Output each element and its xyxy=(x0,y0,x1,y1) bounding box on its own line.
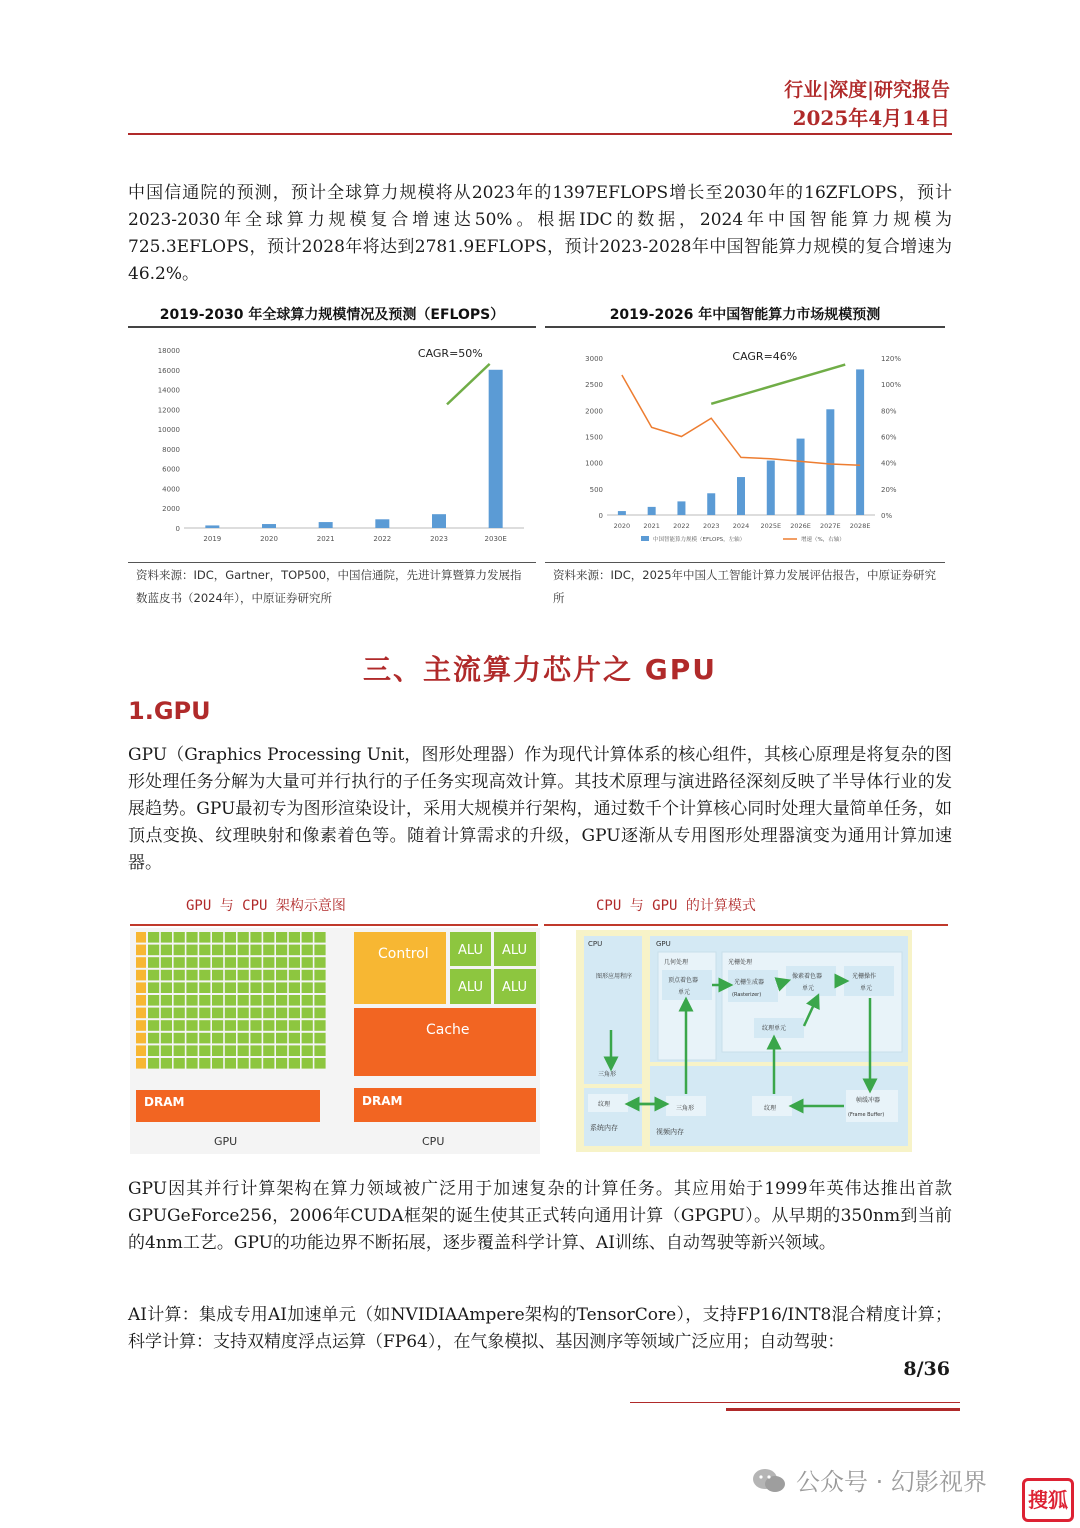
gpu-alu-cell xyxy=(148,945,159,956)
gpu-alu-cell xyxy=(186,932,197,943)
cpu-gpu-compute-mode-diagram xyxy=(576,930,912,1152)
gpu-alu-cell xyxy=(161,945,172,956)
gpu-alu-cell xyxy=(225,1045,236,1056)
gpu-alu-cell xyxy=(276,982,287,993)
gpu-alu-cell xyxy=(199,957,210,968)
bar xyxy=(648,507,656,515)
gpu-alu-cell xyxy=(186,945,197,956)
gpu-alu-cell xyxy=(212,970,223,981)
gpu-alu-cell xyxy=(212,982,223,993)
gpu-alu-cell xyxy=(250,982,261,993)
gpu-alu-cell xyxy=(161,1033,172,1044)
gpu-alu-cell xyxy=(161,932,172,943)
gpu-alu-cell xyxy=(263,995,274,1006)
gpu-control-cell xyxy=(136,932,146,943)
gpu-alu-cell xyxy=(212,932,223,943)
gpu-alu-cell xyxy=(186,957,197,968)
legend-bar-label: 中国智能算力规模（EFLOPS，左轴） xyxy=(653,537,746,543)
y-tick-label: 3000 xyxy=(585,355,603,363)
gpu-alu-cell xyxy=(289,1045,300,1056)
gpu-alu-cell xyxy=(302,982,313,993)
y-tick-label: 16000 xyxy=(157,366,180,375)
gpu-alu-cell xyxy=(263,932,274,943)
frame-buffer-en-label: (Frame Buffer) xyxy=(848,1112,885,1118)
bar xyxy=(767,461,775,515)
gpu-alu-cell xyxy=(314,995,325,1006)
y-tick-label: 12000 xyxy=(157,406,180,415)
y-tick-label: 2000 xyxy=(162,505,180,514)
y-tick-label: 14000 xyxy=(157,386,180,395)
gpu-control-cell xyxy=(136,945,146,956)
gpu-alu-cell xyxy=(302,945,313,956)
gpu-alu-cell xyxy=(186,1058,197,1069)
bar xyxy=(205,525,219,528)
y-tick-label: 0 xyxy=(175,525,180,533)
rasterizer-label: 光栅生成器 xyxy=(734,979,765,986)
gpu-alu-cell xyxy=(212,1045,223,1056)
gpu-alu-cell xyxy=(314,1008,325,1019)
footer-rule-thick xyxy=(726,1408,960,1411)
gpu-alu-cell xyxy=(174,1033,185,1044)
gpu-alu-cell xyxy=(225,995,236,1006)
gpu-history-paragraph: GPU因其并行计算架构在算力领域被广泛用于加速复杂的计算任务。其应用始于1999年英伟达推出首款GPUGeForce256，2006年CUDA框架的诞生使其正式转向通用计算（GPGPU）。从早期的350nm到当前的4nm工艺。GPU的功能边界不断拓展，逐步覆盖科学计算、AI训练、自动驾驶等新兴领域。 xyxy=(128,1179,952,1253)
gpu-alu-cell xyxy=(250,1020,261,1031)
gpu-alu-cell xyxy=(148,932,159,943)
gpu-alu-cell xyxy=(186,982,197,993)
gpu-alu-cell xyxy=(212,995,223,1006)
figure2-title: 2019-2026 年中国智能算力市场规模预测 xyxy=(609,307,881,323)
x-tick-label: 2025E xyxy=(760,522,782,530)
gpu-alu-cell xyxy=(174,932,185,943)
gpu-alu-cell xyxy=(148,1058,159,1069)
gpu-alu-cell xyxy=(199,932,210,943)
alu-label-1: ALU xyxy=(458,943,484,958)
y-tick-label: 6000 xyxy=(162,465,180,474)
alu-label-3: ALU xyxy=(458,980,484,995)
gpu-alu-cell xyxy=(161,1058,172,1069)
gpu-alu-cell xyxy=(314,1058,325,1069)
figure2-top-rule xyxy=(545,326,945,328)
gpu-alu-cell xyxy=(238,957,249,968)
alu-label-4: ALU xyxy=(502,980,528,995)
y2-tick-label: 0% xyxy=(881,512,893,520)
gpu-alu-cell xyxy=(174,945,185,956)
x-tick-label: 2019 xyxy=(203,535,222,543)
gpu-alu-cell xyxy=(148,1020,159,1031)
figure1-source: 资料来源：IDC，Gartner，TOP500，中国信通院，先进计算暨算力发展指数蓝皮书（2024年），中原证券研究所 xyxy=(136,568,522,605)
gpu-alu-cell xyxy=(199,1008,210,1019)
gpu-control-cell xyxy=(136,1033,146,1044)
gpu-alu-cell xyxy=(276,945,287,956)
gpu-alu-cell xyxy=(186,970,197,981)
raster-op-unit-label: 单元 xyxy=(860,985,873,992)
gpu-alu-cell xyxy=(225,1058,236,1069)
gpu-alu-cell xyxy=(238,1008,249,1019)
x-tick-label: 2027E xyxy=(820,522,841,530)
gpu-control-cell xyxy=(136,1058,146,1069)
page-number: 8/36 xyxy=(903,1358,950,1380)
legend-bar-swatch xyxy=(641,536,649,541)
y-tick-label: 8000 xyxy=(162,445,180,454)
vm-texture-label: 纹理 xyxy=(764,1105,777,1112)
gpu-alu-cell xyxy=(289,970,300,981)
gpu-alu-cell xyxy=(148,957,159,968)
gpu-alu-cell xyxy=(212,1058,223,1069)
bar xyxy=(707,493,715,515)
gpu-alu-cell xyxy=(250,932,261,943)
gpu-alu-cell xyxy=(276,970,287,981)
gpu-alu-cell xyxy=(225,1008,236,1019)
gpu-alu-cell xyxy=(302,1045,313,1056)
cagr-trend-line xyxy=(447,364,490,405)
figure1-title: 2019-2030 年全球算力规模情况及预测（EFLOPS） xyxy=(159,307,505,323)
gpu-alu-cell xyxy=(199,982,210,993)
legend-line-label: 增速（%，右轴） xyxy=(801,537,845,543)
gpu-alu-cell xyxy=(212,957,223,968)
gpu-alu-cell xyxy=(263,945,274,956)
x-tick-label: 2020 xyxy=(613,522,631,530)
gpu-alu-cell xyxy=(238,970,249,981)
gpu-alu-cell xyxy=(250,1033,261,1044)
alu-label-2: ALU xyxy=(502,943,528,958)
bar xyxy=(618,511,626,515)
gpu-alu-cell xyxy=(263,957,274,968)
gpu-alu-cell xyxy=(225,945,236,956)
report-date: 2025年4月14日 xyxy=(792,106,950,130)
gpu-cpu-architecture-diagram xyxy=(130,928,540,1154)
x-tick-label: 2020 xyxy=(260,535,278,543)
gpu-label: GPU xyxy=(214,1135,238,1148)
gpu-alu-cell xyxy=(148,1033,159,1044)
gpu-alu-cell xyxy=(161,970,172,981)
gpu-control-cell xyxy=(136,982,146,993)
gpu-alu-cell xyxy=(314,957,325,968)
intro-paragraph: 中国信通院的预测，预计全球算力规模将从2023年的1397EFLOPS增长至2030年的16ZFLOPS，预计2023-2030年全球算力规模复合增速达50%。根据IDC的数据，2024年中国智能算力规模为725.3EFLOPS，预计2028年将达到2781.9EFLOPS，预计2023-2028年中国智能算力规模的复合增速为46.2%。 xyxy=(128,183,952,284)
y2-tick-label: 100% xyxy=(881,381,902,390)
geometry-label: 几何处理 xyxy=(664,959,689,966)
figure2-source: 资料来源：IDC，2025年中国人工智能计算力发展评估报告，中原证券研究所 xyxy=(553,568,937,605)
sohu-stamp: 搜狐 xyxy=(1022,1478,1074,1522)
gpu-alu-cell xyxy=(186,1008,197,1019)
gpu-alu-cell xyxy=(276,932,287,943)
y-tick-label: 2500 xyxy=(585,381,603,390)
gpu-alu-cell xyxy=(161,957,172,968)
y-tick-label: 0 xyxy=(598,512,603,520)
cpu-column xyxy=(584,936,642,1084)
gpu-alu-cell xyxy=(225,932,236,943)
gpu-alu-cell xyxy=(199,1045,210,1056)
gpu-alu-cell xyxy=(225,982,236,993)
x-tick-label: 2023 xyxy=(430,535,448,543)
gpu-alu-cell xyxy=(263,1008,274,1019)
rasterizer-en-label: (Rasterizer) xyxy=(732,992,762,998)
gpu-alu-cell xyxy=(148,970,159,981)
gpu-alu-cell xyxy=(314,932,325,943)
figure1-bottom-rule xyxy=(128,562,536,563)
cpu-cache-block xyxy=(354,1008,536,1076)
gpu-alu-cell xyxy=(161,1020,172,1031)
gpu-alu-cell xyxy=(289,1020,300,1031)
x-tick-label: 2022 xyxy=(373,535,392,543)
gpu-alu-cell xyxy=(186,1033,197,1044)
system-memory-label: 系统内存 xyxy=(590,1124,618,1132)
gpu-alu-cell xyxy=(199,945,210,956)
figure2-bottom-rule xyxy=(545,562,945,563)
gpu-alu-cell xyxy=(212,1008,223,1019)
gpu-alu-cell xyxy=(302,1033,313,1044)
bar xyxy=(737,477,745,515)
gpu-alu-cell xyxy=(314,1033,325,1044)
cpu-control-block xyxy=(354,932,446,1004)
bar xyxy=(677,501,685,515)
gpu-alu-cell xyxy=(276,1033,287,1044)
gpu-alu-cell xyxy=(148,982,159,993)
y-tick-label: 1000 xyxy=(585,459,603,468)
gpu-alu-cell xyxy=(263,1058,274,1069)
y-tick-label: 500 xyxy=(589,485,603,494)
gpu-alu-cell xyxy=(174,970,185,981)
cpu-cache-label: Cache xyxy=(426,1022,470,1038)
gpu-alu-cell xyxy=(276,1008,287,1019)
subsection-title: 1.GPU xyxy=(128,697,211,725)
y-tick-label: 2000 xyxy=(585,407,603,416)
section-title: 三、主流算力芯片之 GPU xyxy=(363,653,717,686)
gpu-paragraph: GPU（Graphics Processing Unit，图形处理器）作为现代计算体系的核心组件，其核心原理是将复杂的图形处理任务分解为大量可并行执行的子任务实现高效计算。其技术原理与演进路径深刻反映了半导体行业的发展趋势。GPU最初专为图形渲染设计，采用大规模并行架构，通过数千个计算核心同时处理大量简单任务，如顶点变换、纹理映射和像素着色等。随着计算需求的升级，GPU逐渐从专用图形处理器演变为通用计算加速器。 xyxy=(128,745,952,873)
texture-unit-label: 纹理单元 xyxy=(762,1025,787,1032)
gpu-alu-cell xyxy=(314,1020,325,1031)
china-ai-compute-chart xyxy=(545,330,945,560)
header-divider xyxy=(128,133,952,135)
gpu-alu-cell xyxy=(212,945,223,956)
cagr-annotation: CAGR=50% xyxy=(417,346,483,360)
gpu-alu-cell xyxy=(174,982,185,993)
watermark-text: 公众号 · 幻影视界 xyxy=(796,1468,987,1496)
gpu-alu-cell xyxy=(289,1058,300,1069)
frame-buffer-label: 帧缓冲器 xyxy=(856,1097,881,1104)
y-tick-label: 1500 xyxy=(585,433,603,442)
cagr-annotation: CAGR=46% xyxy=(732,350,798,363)
x-tick-label: 2026E xyxy=(790,522,811,530)
y-tick-label: 4000 xyxy=(162,485,180,494)
gpu-alu-cell xyxy=(263,970,274,981)
gpu-alu-cell xyxy=(161,1008,172,1019)
figure1-top-rule xyxy=(128,326,536,328)
gpu-alu-cell xyxy=(238,995,249,1006)
gpu-alu-cell xyxy=(148,1045,159,1056)
bar xyxy=(826,409,834,515)
y2-tick-label: 60% xyxy=(881,433,897,442)
figure3-title: GPU 与 CPU 架构示意图 xyxy=(186,898,346,914)
wechat-icon xyxy=(752,1467,786,1495)
pixel-shader-label: 像素着色器 xyxy=(792,973,823,980)
gpu-alu-cell xyxy=(289,982,300,993)
gpu-alu-cell xyxy=(250,995,261,1006)
y2-tick-label: 80% xyxy=(881,407,897,416)
graphics-app-label: 图形应用程序 xyxy=(596,973,633,980)
x-tick-label: 2022 xyxy=(673,522,690,530)
sys-texture-label: 纹理 xyxy=(598,1101,611,1108)
x-tick-label: 2030E xyxy=(484,535,507,543)
gpu-alu-cell xyxy=(302,957,313,968)
x-tick-label: 2021 xyxy=(643,522,660,530)
gpu-control-cell xyxy=(136,1020,146,1031)
gpu-alu-cell xyxy=(276,1058,287,1069)
gpu-alu-cell xyxy=(250,970,261,981)
gpu-applications-paragraph: AI计算：集成专用AI加速单元（如NVIDIAAmpere架构的TensorCore），支持FP16/INT8混合精度计算；科学计算：支持双精度浮点运算（FP64），在气象模拟、基因测序等领域广泛应用；自动驾驶： xyxy=(128,1305,952,1352)
gpu-alu-cell xyxy=(276,957,287,968)
gpu-alu-cell xyxy=(199,995,210,1006)
gpu-alu-cell xyxy=(186,1020,197,1031)
gpu-alu-cell xyxy=(199,1020,210,1031)
vertex-unit-label: 单元 xyxy=(678,989,691,996)
cpu-triangle-label: 三角形 xyxy=(598,1071,617,1078)
gpu-alu-cell xyxy=(250,945,261,956)
y2-tick-label: 120% xyxy=(881,355,902,363)
gpu-alu-cell xyxy=(250,1058,261,1069)
figure4-rule xyxy=(544,924,948,926)
gpu-control-cell xyxy=(136,957,146,968)
cpu-label: CPU xyxy=(422,1135,445,1148)
gpu-alu-cell xyxy=(186,1045,197,1056)
gpu-control-cell xyxy=(136,995,146,1006)
gpu-alu-cell xyxy=(263,1045,274,1056)
gpu-alu-cell xyxy=(302,1008,313,1019)
gpu-alu-cell xyxy=(148,1008,159,1019)
y2-tick-label: 20% xyxy=(881,485,897,494)
cagr-trend-line xyxy=(711,365,845,404)
x-tick-label: 2023 xyxy=(702,522,720,530)
gpu-alu-cell xyxy=(174,1045,185,1056)
gpu-alu-cell xyxy=(263,1020,274,1031)
bar xyxy=(856,369,864,515)
report-header xyxy=(784,78,950,132)
gpu-alu-cell xyxy=(314,945,325,956)
global-compute-chart xyxy=(128,330,536,560)
gpu-alu-cell xyxy=(174,1058,185,1069)
gpu-alu-cell xyxy=(302,1020,313,1031)
vertex-shader-label: 顶点着色器 xyxy=(668,977,699,984)
gpu-alu-cell xyxy=(161,995,172,1006)
gpu-alu-cell xyxy=(263,1033,274,1044)
gpu-alu-cell xyxy=(174,1008,185,1019)
y2-tick-label: 40% xyxy=(881,459,897,468)
gpu-alu-cell xyxy=(263,982,274,993)
report-category: 行业|深度|研究报告 xyxy=(784,79,950,101)
gpu-core-grid xyxy=(136,932,326,1069)
gpu-alu-cell xyxy=(276,1045,287,1056)
gpu-alu-cell xyxy=(238,1033,249,1044)
gpu-alu-cell xyxy=(238,1058,249,1069)
gpu-alu-cell xyxy=(276,1020,287,1031)
gpu-alu-cell xyxy=(199,1033,210,1044)
gpu-alu-cell xyxy=(148,995,159,1006)
gpu-control-cell xyxy=(136,1045,146,1056)
gpu-alu-cell xyxy=(199,970,210,981)
gpu-alu-cell xyxy=(289,932,300,943)
gpu-alu-cell xyxy=(238,1045,249,1056)
raster-label: 光栅处理 xyxy=(728,959,753,966)
gpu-alu-cell xyxy=(289,1008,300,1019)
figure4-title: CPU 与 GPU 的计算模式 xyxy=(596,898,756,914)
y-tick-label: 10000 xyxy=(157,426,180,435)
gpu-alu-cell xyxy=(238,1020,249,1031)
y-tick-label: 18000 xyxy=(157,347,180,355)
vm-triangle-label: 三角形 xyxy=(676,1105,695,1112)
bar xyxy=(432,514,446,528)
gpu-alu-cell xyxy=(161,1045,172,1056)
gpu-alu-cell xyxy=(302,932,313,943)
gpu-alu-cell xyxy=(276,995,287,1006)
x-tick-label: 2021 xyxy=(316,535,335,543)
gpu-alu-cell xyxy=(302,995,313,1006)
gpu-alu-cell xyxy=(314,1045,325,1056)
figure3-rule xyxy=(130,924,538,926)
bar xyxy=(319,522,333,528)
gpu-alu-cell xyxy=(186,995,197,1006)
gpu-alu-cell xyxy=(250,1045,261,1056)
cpu-control-label: Control xyxy=(378,946,429,962)
x-tick-label: 2028E xyxy=(849,522,871,530)
gpu-alu-cell xyxy=(161,982,172,993)
video-memory-label: 视频内存 xyxy=(656,1128,684,1136)
gpu-alu-cell xyxy=(238,932,249,943)
gpu-alu-cell xyxy=(302,970,313,981)
pixel-unit-label: 单元 xyxy=(802,985,815,992)
gpu-control-cell xyxy=(136,1008,146,1019)
gpu-alu-cell xyxy=(225,1033,236,1044)
bar xyxy=(262,524,276,528)
gpu-alu-cell xyxy=(174,957,185,968)
footer-rule-thin xyxy=(630,1402,960,1403)
bar xyxy=(489,370,503,528)
growth-line xyxy=(622,375,860,465)
gpu-alu-cell xyxy=(238,982,249,993)
gpu-col-label: GPU xyxy=(656,940,671,948)
gpu-alu-cell xyxy=(314,982,325,993)
gpu-alu-cell xyxy=(289,1033,300,1044)
gpu-alu-cell xyxy=(174,1020,185,1031)
gpu-alu-cell xyxy=(314,970,325,981)
gpu-alu-cell xyxy=(302,1058,313,1069)
gpu-alu-cell xyxy=(289,957,300,968)
gpu-alu-cell xyxy=(250,957,261,968)
gpu-alu-cell xyxy=(199,1058,210,1069)
bar xyxy=(375,519,389,528)
gpu-alu-cell xyxy=(225,1020,236,1031)
gpu-alu-cell xyxy=(174,995,185,1006)
gpu-control-cell xyxy=(136,970,146,981)
gpu-alu-cell xyxy=(212,1033,223,1044)
gpu-alu-cell xyxy=(250,1008,261,1019)
gpu-alu-cell xyxy=(238,945,249,956)
gpu-dram-label: DRAM xyxy=(144,1095,185,1109)
gpu-alu-cell xyxy=(225,970,236,981)
gpu-alu-cell xyxy=(225,957,236,968)
bar xyxy=(797,439,805,515)
gpu-alu-cell xyxy=(212,1020,223,1031)
x-tick-label: 2024 xyxy=(732,522,750,530)
raster-op-label: 光栅操作 xyxy=(852,973,877,980)
cpu-col-label: CPU xyxy=(588,940,603,948)
gpu-alu-cell xyxy=(289,945,300,956)
cpu-dram-label: DRAM xyxy=(362,1094,403,1108)
gpu-alu-cell xyxy=(289,995,300,1006)
